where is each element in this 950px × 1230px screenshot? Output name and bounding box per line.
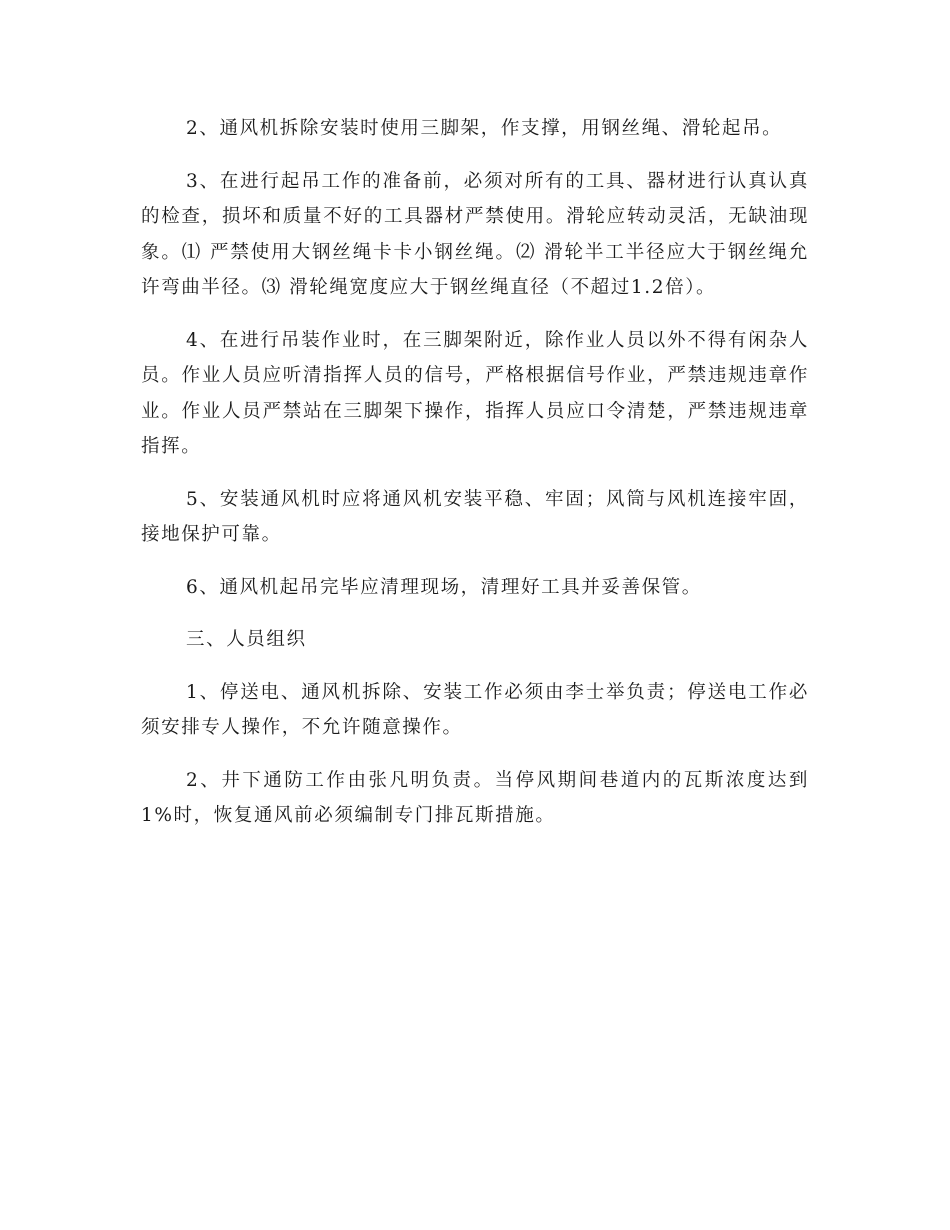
section-heading-personnel: 三、人员组织 — [186, 629, 307, 650]
paragraph-tool-inspection: 3、在进行起吊工作的准备前，必须对所有的工具、器材进行认真认真的检查，损坏和质量不好的工具器材严禁使用。滑轮应转动灵活，无缺油现象。⑴ 严禁使用大钢丝绳卡卡小钢丝绳。⑵ 滑轮半工半径应大于钢丝绳允许弯曲半径。⑶ 滑轮绳宽度应大于钢丝绳直径（不超过1.2倍）。 — [141, 170, 809, 298]
paragraph-hoisting-equipment: 2、通风机拆除安装时使用三脚架，作支撑，用钢丝绳、滑轮起吊。 — [186, 118, 783, 139]
paragraph-site-cleanup: 6、通风机起吊完毕应清理现场，清理好工具并妥善保管。 — [186, 576, 702, 598]
paragraph-lifting-safety: 4、在进行吊装作业时，在三脚架附近，除作业人员以外不得有闲杂人员。作业人员应听清指挥人员的信号，严格根据信号作业，严禁违规违章作业。作业人员严禁站在三脚架下操作，指挥人员应口令清楚，严禁违规违章指挥。 — [141, 329, 809, 457]
paragraph-fan-installation: 5、安装通风机时应将通风机安装平稳、牢固；风筒与风机连接牢固，接地保护可靠。 — [141, 488, 809, 545]
document-body — [141, 111, 809, 851]
paragraph-ventilation-responsibility: 2、井下通防工作由张凡明负责。当停风期间巷道内的瓦斯浓度达到1%时，恢复通风前必须编制专门排瓦斯措施。 — [141, 769, 809, 826]
paragraph-power-responsibility: 1、停送电、通风机拆除、安装工作必须由李士举负责；停送电工作必须安排专人操作，不允许随意操作。 — [141, 681, 809, 738]
